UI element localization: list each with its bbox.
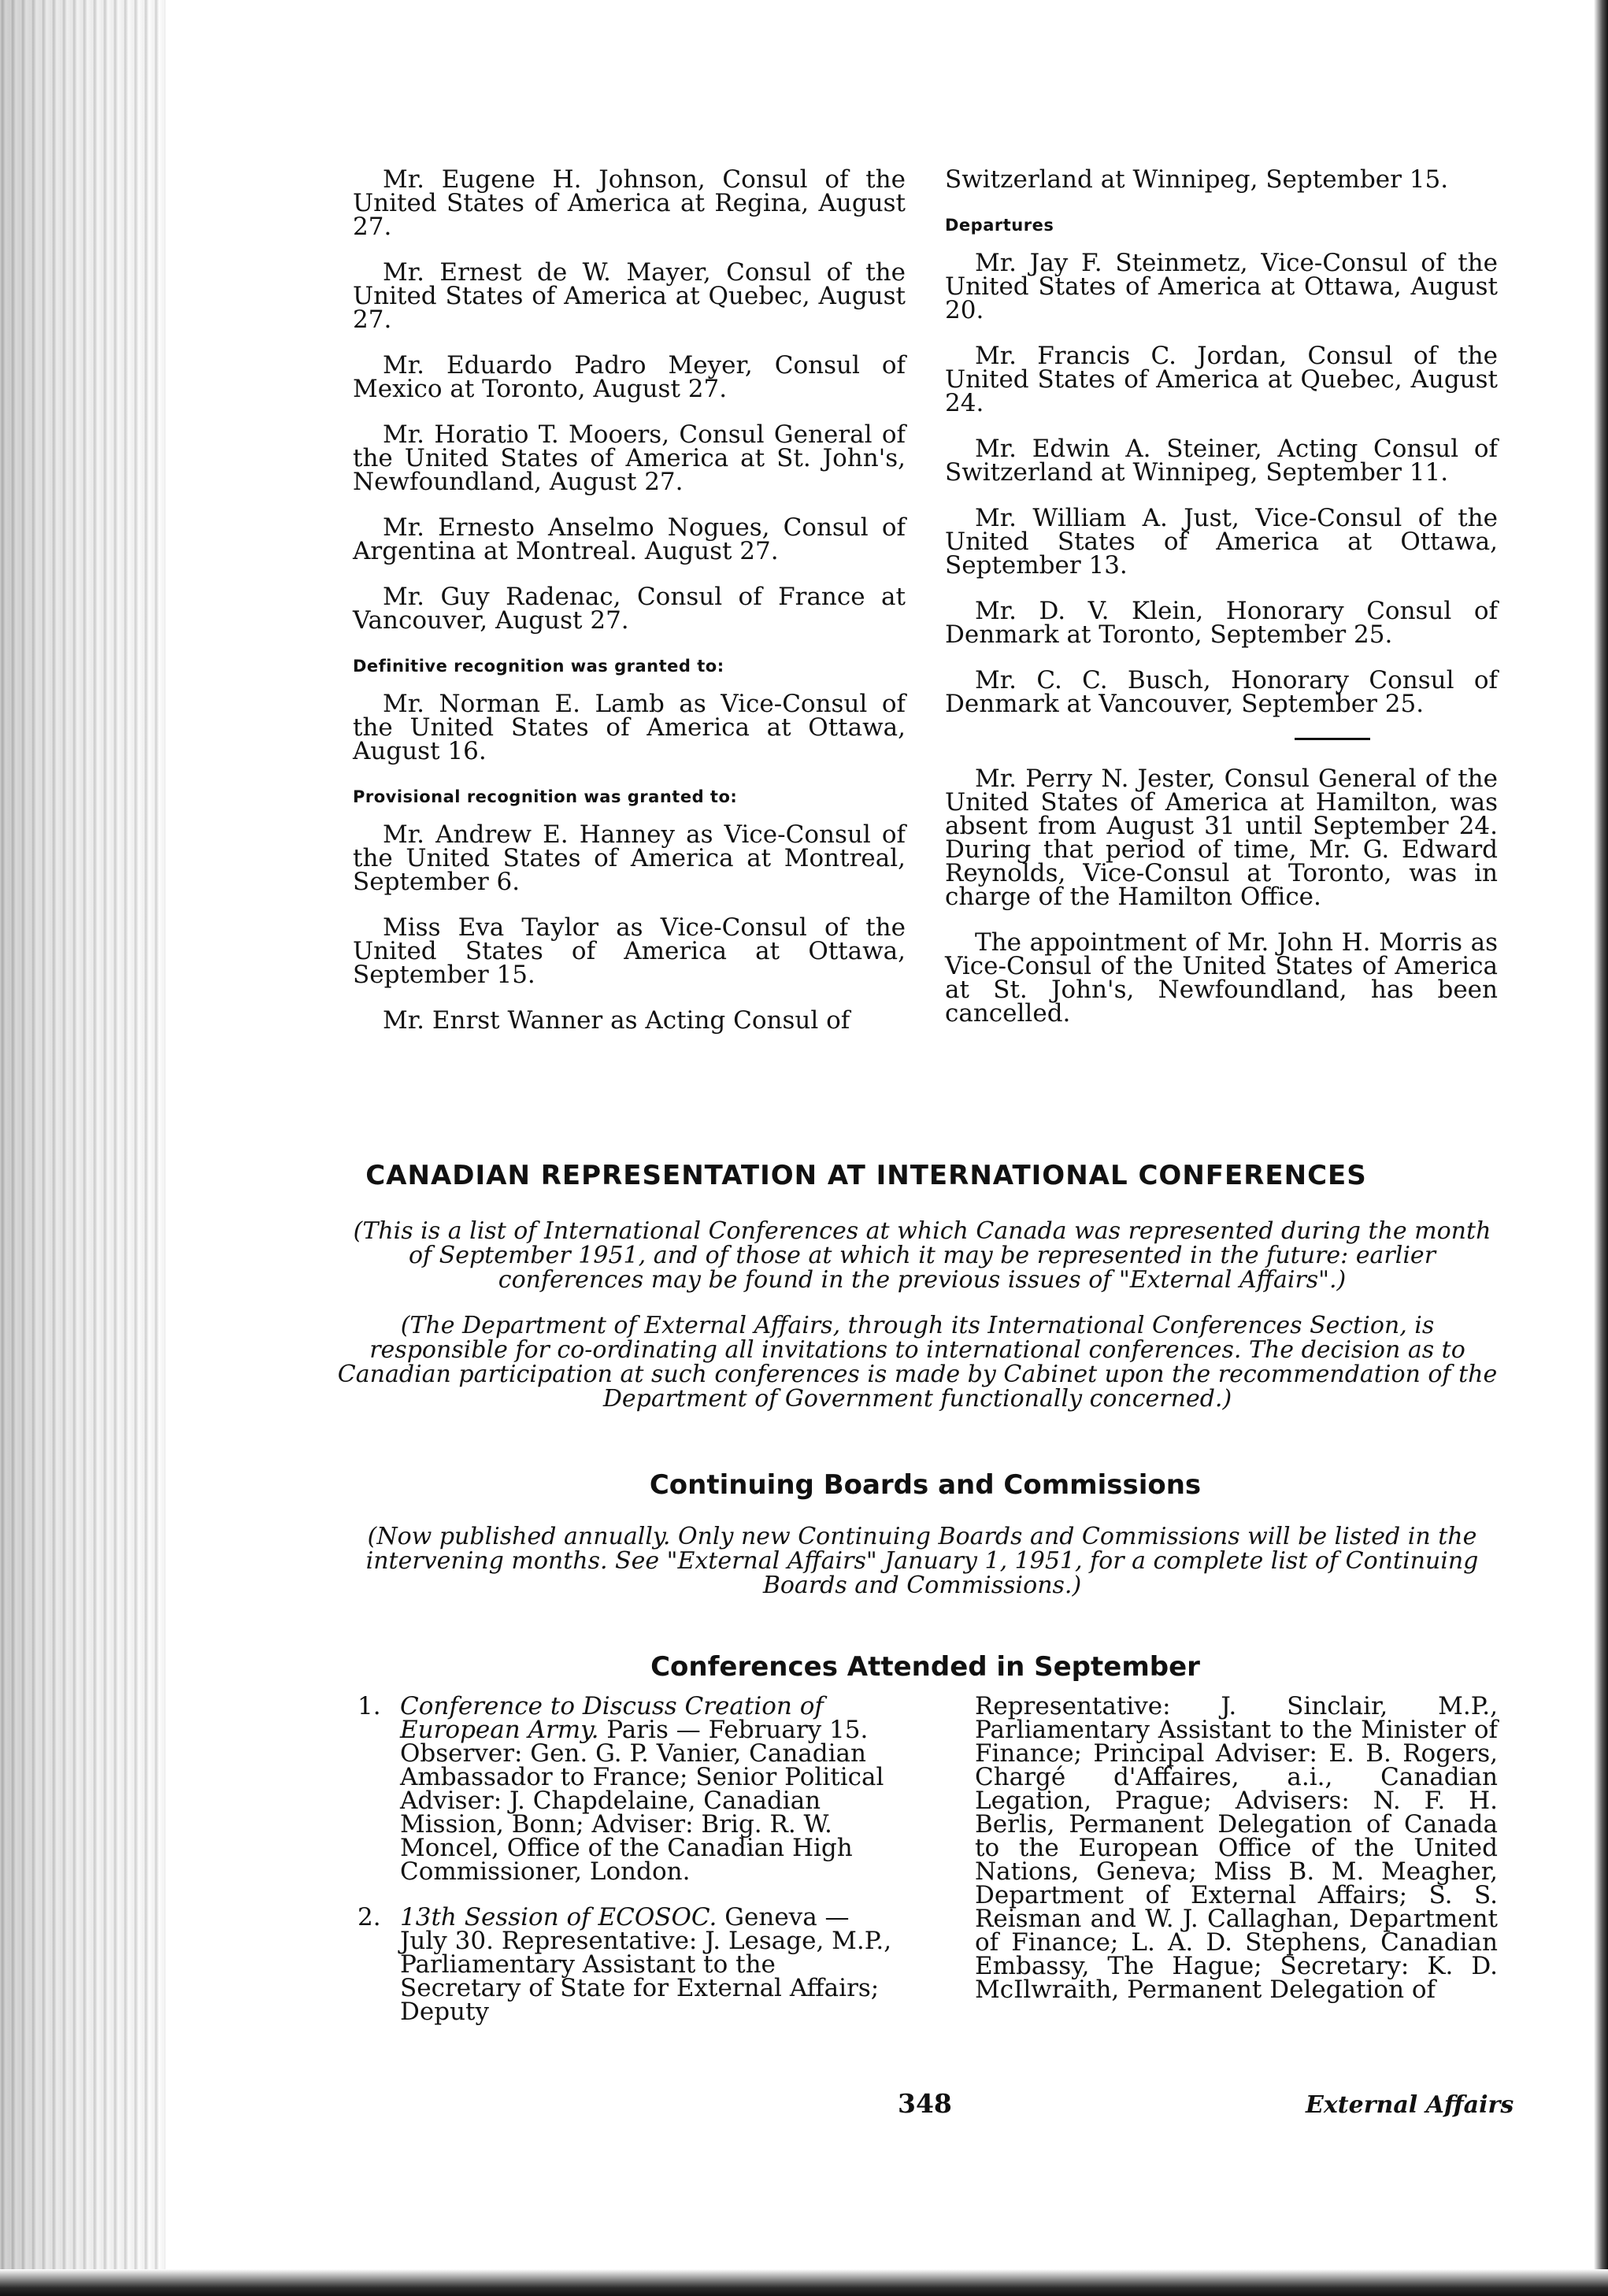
list-item: Mr. D. V. Klein, Honorary Consul of Denmark at Toronto, September 25. — [945, 597, 1498, 649]
conferences-attended-heading: Conferences Attended in September — [650, 1651, 1200, 1683]
conference-item — [353, 1905, 904, 2024]
conference-title: 13th Session of ECOSOC. — [400, 1903, 717, 1931]
list-item: Miss Eva Taylor as Vice-Consul of the United States of America at Ottawa, September 15. — [353, 913, 906, 989]
conference-title: Conference to Discuss Creation of European Army. — [400, 1692, 824, 1744]
conferences-right-column — [975, 1694, 1498, 2024]
conference-details: Geneva — July 30. Representative: J. Lesage, M.P., Parliamentary Assistant to the Secretary of State for External Affairs; Deputy — [400, 1903, 892, 2026]
list-item: Mr. Andrew E. Hanney as Vice-Consul of the United States of America at Montreal, September 6. — [353, 820, 906, 896]
list-item: Mr. Eugene H. Johnson, Consul of the United States of America at Regina, August 27. — [353, 165, 906, 241]
list-item: Mr. William A. Just, Vice-Consul of the United States of America at Ottawa, September 13. — [945, 504, 1498, 580]
department-note: (The Department of External Affairs, through its International Conferences Section, is responsible for co-ordinating all invitations to international conferences. The decision as to Canadian participation at such conferences is made by Cabinet upon the recommendation of the Department of Government functionally concerned.) — [337, 1312, 1498, 1413]
notice-paragraph: The appointment of Mr. John H. Morris as Vice-Consul of the United States of America at St. John's, Newfoundland, has been cancelled. — [945, 928, 1498, 1028]
departures-heading: Departures — [945, 216, 1054, 235]
notice-paragraph: Mr. Perry N. Jester, Consul General of the United States of America at Hamilton, was absent from August 31 until September 24. During that period of time, Mr. G. Edward Reynolds, Vice-Consul at Toronto, was in charge of the Hamilton Office. — [945, 765, 1498, 911]
page-bottom-edge-shadow — [0, 2269, 1608, 2296]
page-right-edge-shadow — [1594, 0, 1608, 2296]
list-item: Mr. Ernest de W. Mayer, Consul of the United States of America at Quebec, August 27. — [353, 258, 906, 334]
continuing-boards-note: (Now published annually. Only new Continuing Boards and Commissions will be listed in the intervening months. See "External Affairs" January 1, 1951, for a complete list of Continuing Boards and Commissions.) — [365, 1523, 1479, 1599]
list-item: Mr. Enrst Wanner as Acting Consul of — [383, 1006, 850, 1035]
conference-number: 2. — [358, 1903, 381, 1931]
list-item: Mr. Jay F. Steinmetz, Vice-Consul of the United States of America at Ottawa, August 20. — [945, 249, 1498, 324]
list-item: Mr. Norman E. Lamb as Vice-Consul of the United States of America at Ottawa, August 16. — [353, 690, 906, 765]
conferences-left-column — [353, 1694, 904, 2046]
list-item: Mr. Eduardo Padro Meyer, Consul of Mexico at Toronto, August 27. — [353, 351, 906, 403]
page-number: 348 — [898, 2088, 952, 2119]
definitive-recognition-heading: Definitive recognition was granted to: — [353, 657, 724, 676]
conference-details: Paris — February 15. Observer: Gen. G. P. Vanier, Canadian Ambassador to France; Senior Political Adviser: J. Chapdelaine, Canadian Mission, Bonn; Adviser: Brig. R. W. Moncel, Office of the Canadian High Commissioner, London. — [400, 1716, 884, 1886]
list-item-continuation: Switzerland at Winnipeg, September 15. — [945, 165, 1449, 194]
list-item: Mr. Edwin A. Steiner, Acting Consul of Switzerland at Winnipeg, September 11. — [945, 435, 1498, 487]
provisional-recognition-heading: Provisional recognition was granted to: — [353, 787, 738, 806]
conference-details-continuation: Representative: J. Sinclair, M.P., Parliamentary Assistant to the Minister of Finance; Principal Adviser: E. B. Rogers, Chargé d'Affaires, a.i., Canadian Legation, Prague; Advisers: N. F. H. Berlis, Permanent Delegation of Canada to the European Office of the United Nations, Geneva; Miss B. M. Meagher, Department of External Affairs; S. S. Reisman and W. J. Callaghan, Department of Finance; L. A. D. Stephens, Canadian Embassy, The Hague; Secretary: K. D. McIlwraith, Permanent Delegation of — [975, 1692, 1498, 2004]
section-divider — [1295, 738, 1370, 740]
section-intro-note: (This is a list of International Conferences at which Canada was represented during the month of September 1951, and of those at which it may be represented in the future: earlier conferences may be found in the previous issues of "External Affairs".) — [353, 1217, 1491, 1294]
publication-name: External Affairs — [1306, 2091, 1514, 2119]
list-item: Mr. Ernesto Anselmo Nogues, Consul of Argentina at Montreal. August 27. — [353, 513, 906, 565]
top-left-column — [353, 165, 906, 1054]
list-item: Mr. Guy Radenac, Consul of France at Vancouver, August 27. — [353, 583, 906, 635]
list-item: Mr. C. C. Busch, Honorary Consul of Denmark at Vancouver, September 25. — [945, 666, 1498, 718]
continuing-boards-heading: Continuing Boards and Commissions — [649, 1469, 1202, 1501]
list-item: Mr. Horatio T. Mooers, Consul General of the United States of America at St. John's, Newfoundland, August 27. — [353, 420, 906, 496]
top-right-column — [945, 165, 1498, 1047]
list-item: Mr. Francis C. Jordan, Consul of the United States of America at Quebec, August 24. — [945, 342, 1498, 417]
conference-number: 1. — [358, 1692, 381, 1720]
section-title: CANADIAN REPRESENTATION AT INTERNATIONAL CONFERENCES — [365, 1160, 1367, 1191]
page-binding-shadow — [0, 0, 165, 2296]
conference-item — [353, 1692, 904, 1886]
